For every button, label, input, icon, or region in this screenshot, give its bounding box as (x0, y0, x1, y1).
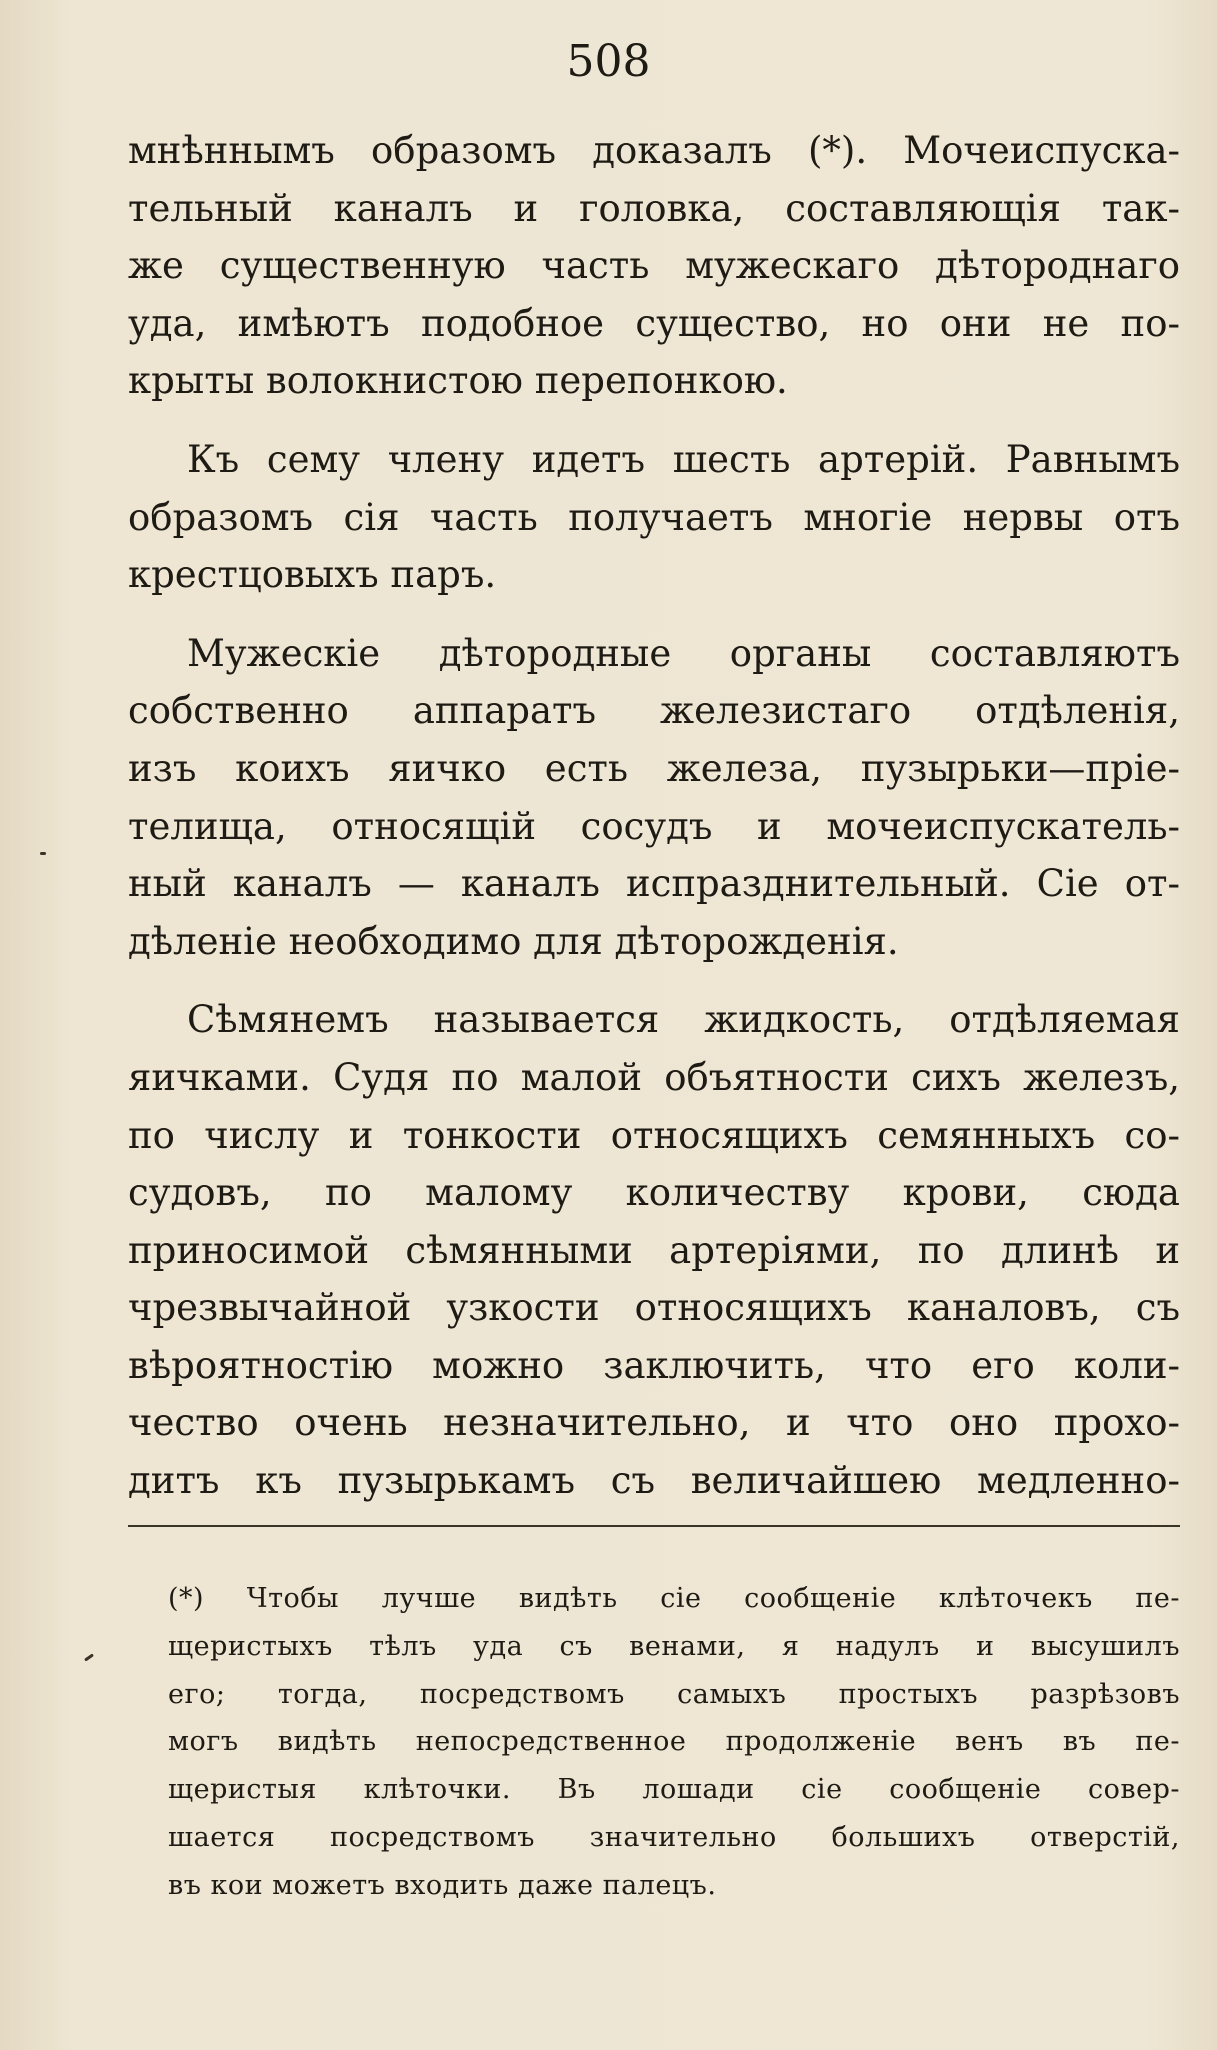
text-line: яичками. Судя по малой объятности сихъ железъ, (128, 1055, 1180, 1099)
footnote-line: могъ видѣть непосредственное продолженіе венъ въ пе- (168, 1726, 1180, 1758)
footnote (168, 1575, 1180, 1910)
text-line: судовъ, по малому количеству крови, сюда (128, 1171, 1180, 1215)
text-line: телища, относящій сосудъ и мочеиспускатель- (128, 804, 1180, 848)
text-line: же существенную часть мужескаго дѣтороднаго (128, 244, 1180, 288)
footnote-line: шается посредствомъ значительно большихъ отверстій, (168, 1821, 1180, 1853)
footnote-divider (128, 1525, 1180, 1527)
text-line: тельный каналъ и головка, составляющія так- (128, 186, 1180, 230)
footnote-line: (*) Чтобы лучше видѣть сіе сообщеніе клѣточекъ пе- (168, 1583, 1180, 1614)
footnote-line: въ кои можетъ входить даже палецъ. (168, 1869, 717, 1901)
footnote-line: щеристыя клѣточки. Въ лошади сіе сообщеніе совер- (168, 1774, 1180, 1806)
paragraph-gap (128, 970, 1180, 991)
text-line: собственно аппаратъ железистаго отдѣленія, (128, 689, 1180, 733)
main-text (128, 122, 1180, 1510)
text-line: крестцовыхъ паръ. (128, 553, 497, 597)
paragraph-gap (128, 410, 1180, 431)
text-line: образомъ сія часть получаетъ многіе нервы отъ (128, 495, 1180, 539)
text-line: изъ коихъ яичко есть железа, пузырьки—пріе- (128, 746, 1180, 790)
footnote-line: его; тогда, посредствомъ самыхъ простыхъ разрѣзовъ (168, 1678, 1180, 1710)
paragraph-gap (128, 604, 1180, 625)
text-line: по числу и тонкости относящихъ семянныхъ со- (128, 1113, 1180, 1157)
text-line: Къ сему члену идетъ шесть артерій. Равнымъ (187, 437, 1180, 481)
ink-speck (84, 1653, 94, 1661)
text-line: Сѣмянемъ называется жидкость, отдѣляемая (187, 998, 1180, 1042)
text-line: чество очень незначительно, и что оно прохо- (128, 1401, 1180, 1445)
text-line: приносимой сѣмянными артеріями, по длинѣ и (128, 1228, 1180, 1272)
text-line: дитъ къ пузырькамъ съ величайшею медленно- (128, 1459, 1180, 1503)
text-line: ный каналъ — каналъ испразднительный. Сіе от- (128, 862, 1180, 906)
footnote-line: щеристыхъ тѣлъ уда съ венами, я надулъ и высушилъ (168, 1630, 1180, 1662)
text-line: крыты волокнистою перепонкою. (128, 359, 788, 403)
ink-speck (40, 852, 46, 855)
text-line: Мужескіе дѣтородные органы составляютъ (187, 631, 1180, 675)
page-number: 508 (566, 36, 651, 87)
text-line: чрезвычайной узкости относящихъ каналовъ, съ (128, 1286, 1180, 1330)
text-line: дѣленіе необходимо для дѣторожденія. (128, 919, 899, 963)
text-line: мнѣннымъ образомъ доказалъ (*). Мочеиспуска- (128, 129, 1180, 172)
text-line: уда, имѣютъ подобное существо, но они не по- (128, 301, 1180, 345)
text-line: вѣроятностію можно заключить, что его коли- (128, 1343, 1180, 1387)
